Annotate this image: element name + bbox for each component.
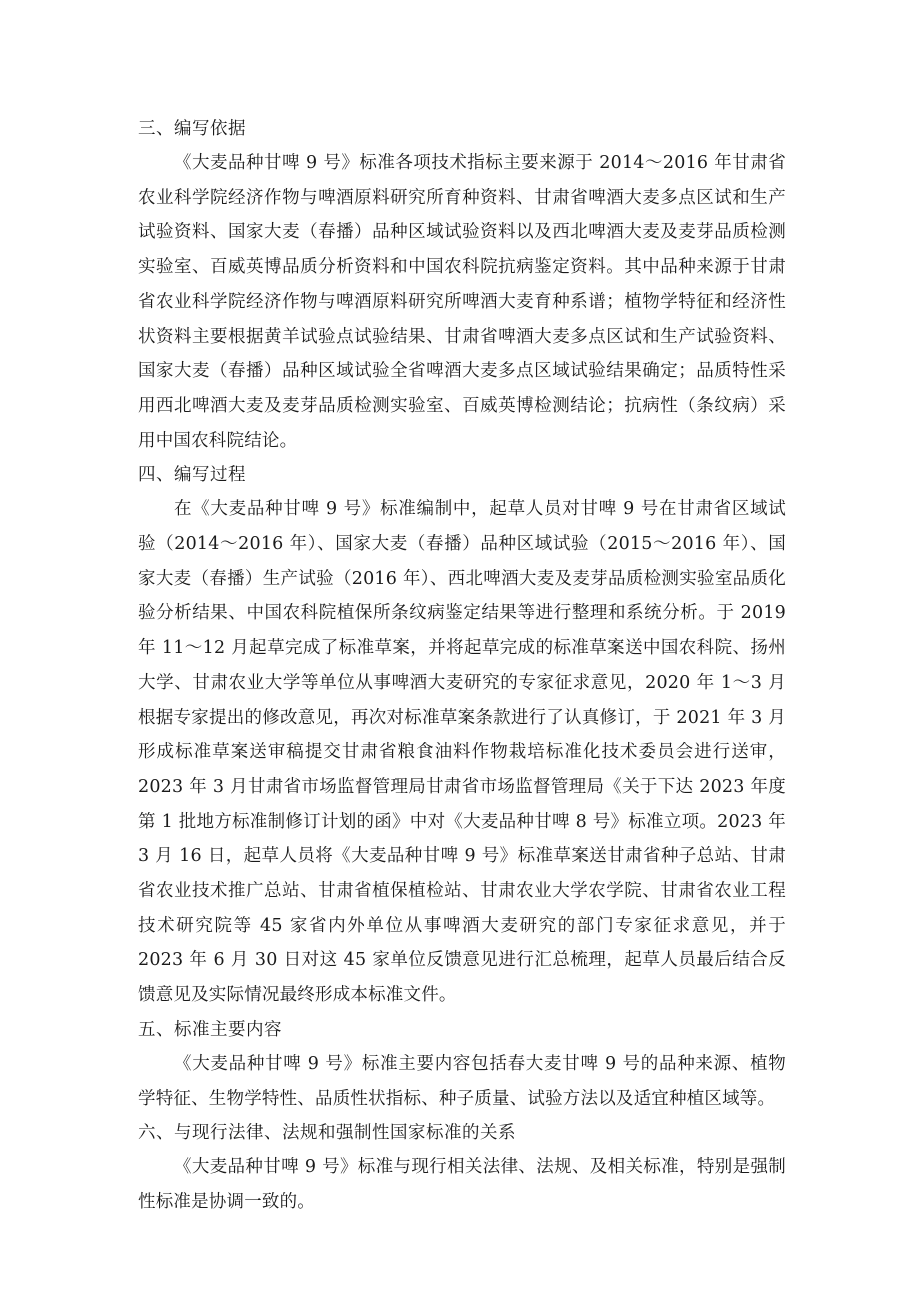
section-heading: 三、编写依据: [138, 119, 246, 139]
section-relation-to-law: [138, 1116, 786, 1219]
section-paragraph: 在《大麦品种甘啤 9 号》标准编制中，起草人员对甘啤 9 号在甘肃省区域试验（2014～2016 年）、国家大麦（春播）品种区域试验（2015～2016 年）、国家大麦（春播）生产试验（2016 年）、西北啤酒大麦及麦芽品质检测实验室品质化验分析结果、中国农科院植保所条纹病鉴定结果等进行整理和系统分析。于 2019 年 11～12 月起草完成了标准草案，并将起草完成的标准草案送中国农科院、扬州大学、甘肃农业大学等单位从事啤酒大麦研究的专家征求意见，2020 年 1～3 月根据专家提出的修改意见，再次对标准草案条款进行了认真修订，于 2021 年 3 月形成标准草案送审稿提交甘肃省粮食油料作物栽培标准化技术委员会进行送审，2023 年 3 月甘肃省市场监督管理局甘肃省市场监督管理局《关于下达 2023 年度第 1 批地方标准制修订计划的函》中对《大麦品种甘啤 8 号》标准立项。2023 年 3 月 16 日，起草人员将《大麦品种甘啤 9 号》标准草案送甘肃省种子总站、甘肃省农业技术推广总站、甘肃省植保植检站、甘肃农业大学农学院、甘肃省农业工程技术研究院等 45 家省内外单位从事啤酒大麦研究的部门专家征求意见，并于 2023 年 6 月 30 日对这 45 家单位反馈意见进行汇总梳理，起草人员最后结合反馈意见及实际情况最终形成本标准文件。: [138, 499, 786, 1006]
section-main-content: [138, 1013, 786, 1116]
document-page: [138, 112, 786, 1220]
section-heading: 四、编写过程: [138, 465, 246, 486]
section-paragraph: 《大麦品种甘啤 9 号》标准与现行相关法律、法规、及相关标准，特别是强制性标准是协调一致的。: [138, 1157, 786, 1212]
section-basis: [138, 112, 786, 458]
section-paragraph: 《大麦品种甘啤 9 号》标准各项技术指标主要来源于 2014～2016 年甘肃省农业科学院经济作物与啤酒原料研究所育种资料、甘肃省啤酒大麦多点区试和生产试验资料、国家大麦（春播）品种区域试验资料以及西北啤酒大麦及麦芽品质检测实验室、百威英博品质分析资料和中国农科院抗病鉴定资料。其中品种来源于甘肃省农业科学院经济作物与啤酒原料研究所啤酒大麦育种系谱；植物学特征和经济性状资料主要根据黄羊试验点试验结果、甘肃省啤酒大麦多点区试和生产试验资料、国家大麦（春播）品种区域试验全省啤酒大麦多点区域试验结果确定；品质特性采用西北啤酒大麦及麦芽品质检测实验室、百威英博检测结论；抗病性（条纹病）采用中国农科院结论。: [138, 153, 786, 451]
section-process: [138, 458, 786, 1013]
section-heading: 五、标准主要内容: [138, 1019, 282, 1040]
section-heading: 六、与现行法律、法规和强制性国家标准的关系: [138, 1123, 516, 1144]
section-paragraph: 《大麦品种甘啤 9 号》标准主要内容包括春大麦甘啤 9 号的品种来源、植物学特征、生物学特性、品质性状指标、种子质量、试验方法以及适宜种植区域等。: [138, 1053, 786, 1109]
